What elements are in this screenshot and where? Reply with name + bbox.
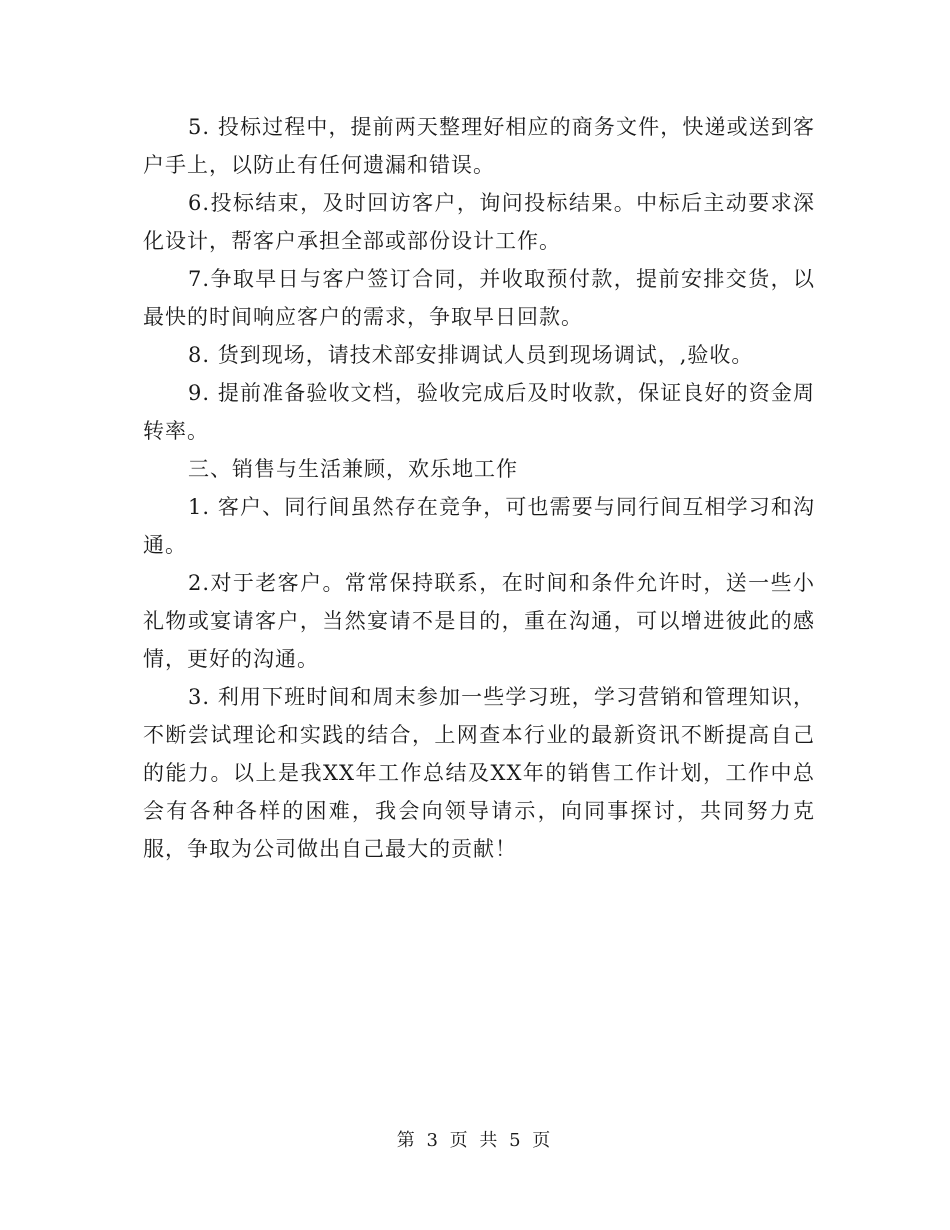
paragraph-item-3: 3. 利用下班时间和周末参加一些学习班，学习营销和管理知识，不断尝试理论和实践的结合，上网查本行业的最新资讯不断提高自己的能力。以上是我XX年工作总结及XX年的销售工作计划，工作中总会有各种各样的困难，我会向领导请示，向同事探讨，共同努力克服，争取为公司做出自己最大的贡献！	[143, 685, 815, 861]
page-number-footer: 第 3 页 共 5 页	[396, 1130, 554, 1151]
document-body	[143, 108, 815, 868]
paragraph-item-8: 8. 货到现场，请技术部安排调试人员到现场调试，,验收。	[188, 343, 754, 367]
paragraph-item-6: 6.投标结束，及时回访客户，询问投标结果。中标后主动要求深化设计，帮客户承担全部或部份设计工作。	[143, 191, 815, 253]
paragraph-item-9: 9. 提前准备验收文档，验收完成后及时收款，保证良好的资金周转率。	[143, 381, 815, 443]
paragraph-item-7: 7.争取早日与客户签订合同，并收取预付款，提前安排交货，以最快的时间响应客户的需求，争取早日回款。	[143, 267, 815, 329]
paragraph-item-1: 1. 客户、同行间虽然存在竞争，可也需要与同行间互相学习和沟通。	[143, 495, 815, 557]
section-heading: 三、销售与生活兼顾，欢乐地工作	[188, 457, 518, 481]
paragraph-item-2: 2.对于老客户。常常保持联系，在时间和条件允许时，送一些小礼物或宴请客户，当然宴请不是目的，重在沟通，可以增进彼此的感情，更好的沟通。	[143, 571, 815, 671]
paragraph-item-5: 5. 投标过程中，提前两天整理好相应的商务文件，快递或送到客户手上，以防止有任何遗漏和错误。	[143, 115, 815, 177]
